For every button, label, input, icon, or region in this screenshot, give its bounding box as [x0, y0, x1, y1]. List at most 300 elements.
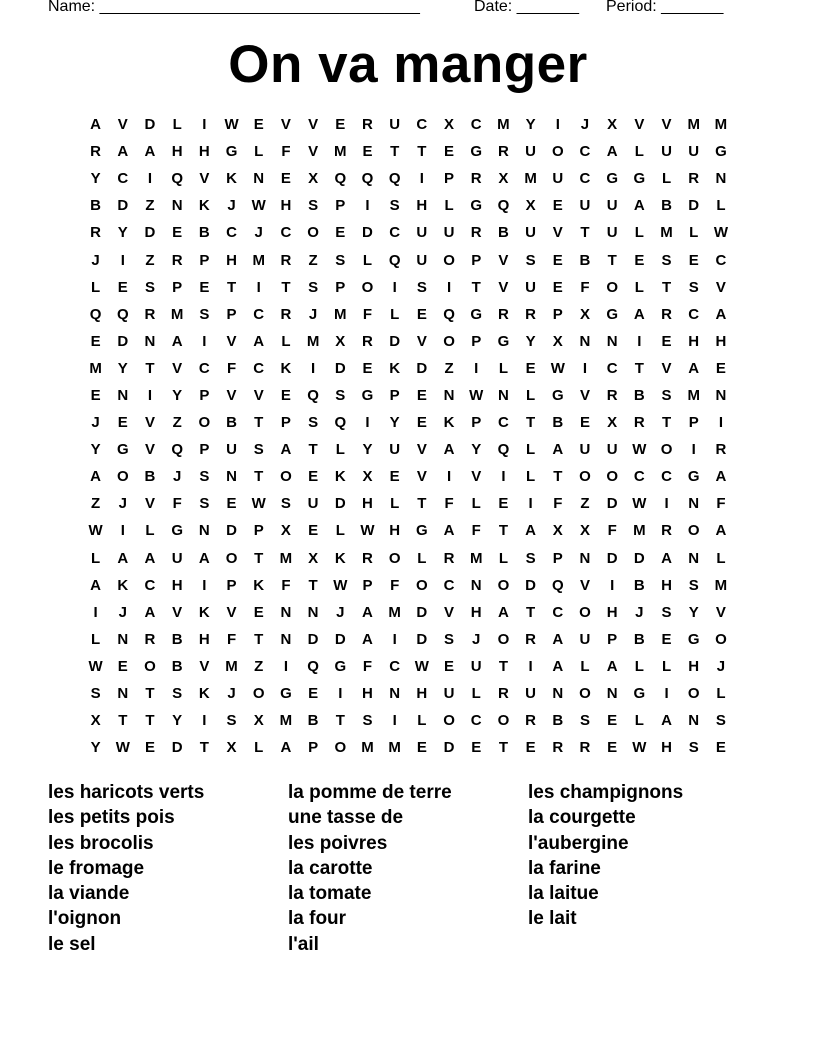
- grid-cell[interactable]: G: [171, 522, 183, 540]
- grid-cell[interactable]: J: [308, 305, 318, 323]
- grid-cell[interactable]: Y: [525, 116, 536, 134]
- grid-cell[interactable]: T: [471, 278, 481, 296]
- grid-cell[interactable]: V: [280, 116, 291, 134]
- grid-cell[interactable]: D: [171, 739, 183, 757]
- grid-cell[interactable]: O: [388, 549, 401, 567]
- grid-cell[interactable]: J: [118, 495, 127, 513]
- grid-cell[interactable]: C: [226, 224, 237, 242]
- grid-cell[interactable]: D: [389, 332, 401, 350]
- grid-cell[interactable]: C: [470, 712, 482, 730]
- grid-cell[interactable]: Y: [90, 170, 101, 188]
- grid-cell[interactable]: F: [716, 495, 726, 513]
- grid-cell[interactable]: H: [389, 522, 401, 540]
- grid-cell[interactable]: P: [389, 386, 400, 404]
- grid-cell[interactable]: P: [335, 278, 346, 296]
- grid-cell[interactable]: M: [388, 603, 401, 621]
- grid-cell[interactable]: A: [633, 305, 645, 323]
- grid-cell[interactable]: O: [606, 278, 618, 296]
- grid-cell[interactable]: V: [416, 441, 427, 459]
- grid-cell[interactable]: G: [280, 685, 292, 703]
- grid-cell[interactable]: C: [443, 576, 455, 594]
- grid-cell[interactable]: V: [226, 603, 237, 621]
- grid-cell[interactable]: I: [718, 414, 723, 432]
- grid-cell[interactable]: E: [172, 224, 183, 242]
- grid-cell[interactable]: Y: [172, 386, 183, 404]
- grid-cell[interactable]: O: [252, 685, 265, 703]
- grid-cell[interactable]: Z: [172, 414, 182, 432]
- grid-cell[interactable]: T: [335, 712, 345, 730]
- grid-cell[interactable]: M: [714, 116, 728, 134]
- grid-cell[interactable]: W: [88, 657, 103, 675]
- grid-cell[interactable]: J: [580, 116, 590, 134]
- grid-cell[interactable]: W: [251, 495, 266, 513]
- grid-cell[interactable]: N: [688, 712, 700, 730]
- grid-cell[interactable]: L: [417, 549, 427, 567]
- grid-cell[interactable]: W: [360, 522, 375, 540]
- grid-cell[interactable]: B: [661, 197, 672, 215]
- grid-cell[interactable]: Z: [91, 495, 101, 513]
- grid-cell[interactable]: C: [144, 576, 156, 594]
- grid-cell[interactable]: R: [497, 685, 509, 703]
- grid-cell[interactable]: N: [579, 332, 591, 350]
- grid-cell[interactable]: F: [281, 576, 291, 594]
- grid-cell[interactable]: A: [497, 603, 509, 621]
- grid-cell[interactable]: N: [606, 685, 618, 703]
- grid-cell[interactable]: U: [661, 143, 672, 161]
- grid-cell[interactable]: L: [661, 657, 672, 675]
- grid-cell[interactable]: Z: [145, 251, 155, 269]
- grid-cell[interactable]: H: [688, 657, 700, 675]
- grid-cell[interactable]: L: [526, 468, 536, 486]
- grid-cell[interactable]: I: [582, 359, 588, 377]
- grid-cell[interactable]: X: [335, 332, 346, 350]
- grid-cell[interactable]: S: [688, 278, 699, 296]
- grid-cell[interactable]: L: [254, 739, 264, 757]
- grid-cell[interactable]: R: [525, 630, 537, 648]
- grid-cell[interactable]: T: [254, 630, 264, 648]
- grid-cell[interactable]: V: [579, 576, 590, 594]
- grid-cell[interactable]: K: [226, 170, 237, 188]
- grid-cell[interactable]: O: [579, 685, 591, 703]
- grid-cell[interactable]: N: [144, 332, 156, 350]
- grid-cell[interactable]: A: [688, 359, 700, 377]
- grid-cell[interactable]: C: [470, 116, 482, 134]
- grid-cell[interactable]: L: [254, 143, 264, 161]
- grid-cell[interactable]: S: [525, 251, 536, 269]
- grid-cell[interactable]: C: [497, 414, 509, 432]
- grid-cell[interactable]: D: [144, 116, 156, 134]
- grid-cell[interactable]: X: [607, 414, 618, 432]
- grid-cell[interactable]: T: [498, 522, 508, 540]
- grid-cell[interactable]: N: [198, 522, 210, 540]
- grid-cell[interactable]: K: [280, 359, 292, 377]
- grid-cell[interactable]: I: [256, 278, 261, 296]
- grid-cell[interactable]: T: [390, 143, 400, 161]
- grid-cell[interactable]: J: [91, 251, 100, 269]
- grid-cell[interactable]: M: [306, 332, 320, 350]
- grid-cell[interactable]: E: [661, 630, 672, 648]
- grid-cell[interactable]: I: [93, 603, 98, 621]
- grid-cell[interactable]: O: [198, 414, 211, 432]
- grid-cell[interactable]: P: [552, 549, 563, 567]
- grid-cell[interactable]: X: [552, 332, 563, 350]
- grid-cell[interactable]: A: [280, 739, 292, 757]
- grid-cell[interactable]: V: [226, 386, 237, 404]
- grid-cell[interactable]: I: [120, 522, 125, 540]
- grid-cell[interactable]: R: [280, 251, 292, 269]
- grid-cell[interactable]: Z: [444, 359, 454, 377]
- grid-cell[interactable]: G: [606, 170, 618, 188]
- grid-cell[interactable]: L: [145, 522, 155, 540]
- grid-cell[interactable]: F: [281, 143, 291, 161]
- grid-cell[interactable]: W: [469, 386, 484, 404]
- grid-cell[interactable]: A: [90, 576, 102, 594]
- grid-cell[interactable]: L: [716, 549, 726, 567]
- grid-cell[interactable]: G: [606, 305, 618, 323]
- grid-cell[interactable]: W: [632, 495, 647, 513]
- grid-cell[interactable]: A: [552, 630, 564, 648]
- grid-cell[interactable]: R: [661, 522, 672, 540]
- grid-cell[interactable]: X: [308, 549, 319, 567]
- grid-cell[interactable]: I: [283, 657, 288, 675]
- grid-cell[interactable]: E: [688, 251, 699, 269]
- grid-cell[interactable]: P: [199, 386, 210, 404]
- grid-cell[interactable]: E: [416, 386, 427, 404]
- grid-cell[interactable]: I: [202, 712, 207, 730]
- grid-cell[interactable]: A: [443, 441, 455, 459]
- grid-cell[interactable]: A: [280, 441, 292, 459]
- grid-cell[interactable]: L: [390, 305, 400, 323]
- grid-cell[interactable]: H: [198, 630, 210, 648]
- grid-cell[interactable]: D: [606, 549, 618, 567]
- grid-cell[interactable]: S: [444, 630, 455, 648]
- grid-cell[interactable]: D: [362, 224, 373, 242]
- grid-cell[interactable]: R: [606, 386, 618, 404]
- grid-cell[interactable]: S: [389, 197, 400, 215]
- grid-cell[interactable]: D: [334, 495, 346, 513]
- grid-cell[interactable]: R: [362, 549, 373, 567]
- grid-cell[interactable]: O: [687, 522, 700, 540]
- grid-cell[interactable]: C: [661, 468, 672, 486]
- grid-cell[interactable]: U: [525, 278, 537, 296]
- grid-cell[interactable]: S: [335, 386, 346, 404]
- grid-cell[interactable]: O: [715, 630, 727, 648]
- grid-cell[interactable]: M: [252, 251, 265, 269]
- grid-cell[interactable]: U: [525, 685, 537, 703]
- grid-cell[interactable]: U: [606, 197, 618, 215]
- grid-cell[interactable]: E: [444, 657, 455, 675]
- grid-cell[interactable]: R: [497, 143, 509, 161]
- grid-cell[interactable]: E: [607, 739, 618, 757]
- grid-cell[interactable]: Q: [307, 386, 319, 404]
- grid-cell[interactable]: B: [171, 657, 183, 675]
- grid-cell[interactable]: M: [497, 116, 510, 134]
- grid-cell[interactable]: T: [226, 278, 237, 296]
- grid-cell[interactable]: V: [199, 657, 210, 675]
- grid-cell[interactable]: K: [198, 685, 210, 703]
- grid-cell[interactable]: A: [171, 332, 183, 350]
- grid-cell[interactable]: D: [416, 603, 428, 621]
- grid-cell[interactable]: I: [147, 386, 153, 404]
- grid-cell[interactable]: D: [307, 630, 319, 648]
- grid-cell[interactable]: O: [551, 143, 564, 161]
- grid-cell[interactable]: A: [715, 522, 727, 540]
- grid-cell[interactable]: E: [661, 332, 672, 350]
- grid-cell[interactable]: C: [253, 359, 265, 377]
- grid-cell[interactable]: P: [335, 197, 346, 215]
- grid-cell[interactable]: T: [498, 657, 508, 675]
- grid-cell[interactable]: F: [226, 630, 237, 648]
- grid-cell[interactable]: A: [90, 468, 102, 486]
- grid-cell[interactable]: L: [471, 495, 481, 513]
- grid-cell[interactable]: W: [88, 522, 103, 540]
- grid-cell[interactable]: L: [716, 685, 726, 703]
- grid-cell[interactable]: I: [446, 468, 452, 486]
- grid-cell[interactable]: F: [362, 657, 373, 675]
- grid-cell[interactable]: T: [199, 739, 209, 757]
- grid-cell[interactable]: Y: [90, 441, 101, 459]
- grid-cell[interactable]: C: [715, 251, 727, 269]
- grid-cell[interactable]: E: [362, 359, 373, 377]
- grid-cell[interactable]: T: [580, 224, 590, 242]
- grid-cell[interactable]: C: [579, 170, 591, 188]
- grid-cell[interactable]: B: [171, 630, 183, 648]
- grid-cell[interactable]: N: [715, 170, 727, 188]
- grid-cell[interactable]: A: [362, 603, 373, 621]
- grid-cell[interactable]: E: [199, 278, 210, 296]
- grid-cell[interactable]: V: [498, 251, 509, 269]
- grid-cell[interactable]: Z: [580, 495, 590, 513]
- grid-cell[interactable]: V: [226, 332, 237, 350]
- grid-cell[interactable]: V: [172, 359, 183, 377]
- grid-cell[interactable]: I: [637, 332, 642, 350]
- grid-cell[interactable]: S: [661, 251, 672, 269]
- grid-cell[interactable]: L: [634, 224, 644, 242]
- grid-cell[interactable]: Z: [308, 251, 318, 269]
- grid-cell[interactable]: L: [91, 278, 101, 296]
- grid-cell[interactable]: I: [528, 657, 533, 675]
- grid-cell[interactable]: V: [308, 116, 319, 134]
- date-field[interactable]: Date: _______: [474, 0, 579, 15]
- grid-cell[interactable]: M: [334, 143, 347, 161]
- grid-cell[interactable]: W: [632, 441, 647, 459]
- grid-cell[interactable]: U: [226, 441, 237, 459]
- grid-cell[interactable]: V: [715, 603, 726, 621]
- grid-cell[interactable]: L: [172, 116, 182, 134]
- grid-cell[interactable]: B: [552, 712, 564, 730]
- grid-cell[interactable]: D: [443, 739, 455, 757]
- grid-cell[interactable]: I: [338, 685, 343, 703]
- grid-cell[interactable]: A: [117, 143, 129, 161]
- grid-cell[interactable]: S: [661, 386, 672, 404]
- grid-cell[interactable]: V: [253, 386, 264, 404]
- grid-cell[interactable]: J: [172, 468, 182, 486]
- grid-cell[interactable]: A: [661, 712, 672, 730]
- grid-cell[interactable]: W: [333, 576, 348, 594]
- grid-cell[interactable]: R: [715, 441, 727, 459]
- grid-cell[interactable]: I: [365, 197, 370, 215]
- grid-cell[interactable]: L: [362, 251, 373, 269]
- grid-cell[interactable]: L: [526, 441, 536, 459]
- grid-cell[interactable]: U: [606, 441, 618, 459]
- grid-cell[interactable]: Q: [497, 197, 510, 215]
- grid-cell[interactable]: U: [579, 441, 591, 459]
- grid-cell[interactable]: W: [414, 657, 429, 675]
- grid-cell[interactable]: K: [117, 576, 129, 594]
- grid-cell[interactable]: E: [607, 712, 618, 730]
- grid-cell[interactable]: E: [715, 739, 726, 757]
- grid-cell[interactable]: L: [91, 549, 101, 567]
- grid-cell[interactable]: H: [688, 332, 700, 350]
- grid-cell[interactable]: E: [308, 468, 319, 486]
- grid-cell[interactable]: B: [226, 414, 237, 432]
- grid-cell[interactable]: E: [362, 143, 373, 161]
- grid-cell[interactable]: O: [144, 657, 156, 675]
- grid-cell[interactable]: X: [552, 522, 563, 540]
- grid-cell[interactable]: E: [335, 224, 346, 242]
- grid-cell[interactable]: E: [416, 305, 427, 323]
- grid-cell[interactable]: H: [416, 685, 428, 703]
- grid-cell[interactable]: S: [416, 278, 427, 296]
- grid-cell[interactable]: R: [362, 116, 373, 134]
- grid-cell[interactable]: P: [199, 251, 210, 269]
- grid-cell[interactable]: C: [389, 657, 401, 675]
- grid-cell[interactable]: M: [524, 170, 537, 188]
- grid-cell[interactable]: T: [145, 359, 155, 377]
- grid-cell[interactable]: X: [308, 170, 319, 188]
- grid-cell[interactable]: N: [117, 630, 129, 648]
- grid-cell[interactable]: F: [444, 495, 454, 513]
- grid-cell[interactable]: B: [90, 197, 102, 215]
- grid-cell[interactable]: I: [446, 278, 452, 296]
- grid-cell[interactable]: A: [633, 197, 645, 215]
- grid-cell[interactable]: E: [117, 278, 128, 296]
- grid-cell[interactable]: T: [145, 712, 155, 730]
- grid-cell[interactable]: C: [280, 224, 292, 242]
- grid-cell[interactable]: H: [171, 576, 183, 594]
- grid-cell[interactable]: L: [335, 522, 345, 540]
- grid-cell[interactable]: Y: [362, 441, 373, 459]
- grid-cell[interactable]: D: [633, 549, 645, 567]
- grid-cell[interactable]: M: [89, 359, 102, 377]
- grid-cell[interactable]: L: [716, 197, 726, 215]
- grid-cell[interactable]: L: [281, 332, 291, 350]
- grid-cell[interactable]: T: [634, 359, 644, 377]
- grid-cell[interactable]: S: [525, 549, 536, 567]
- grid-cell[interactable]: B: [579, 251, 591, 269]
- grid-cell[interactable]: Y: [525, 332, 536, 350]
- grid-cell[interactable]: L: [634, 657, 644, 675]
- grid-cell[interactable]: J: [227, 685, 236, 703]
- grid-cell[interactable]: H: [362, 685, 373, 703]
- grid-cell[interactable]: D: [606, 495, 618, 513]
- grid-cell[interactable]: R: [171, 251, 183, 269]
- grid-cell[interactable]: O: [116, 468, 129, 486]
- grid-cell[interactable]: I: [691, 441, 696, 459]
- grid-cell[interactable]: G: [687, 468, 700, 486]
- grid-cell[interactable]: W: [713, 224, 728, 242]
- grid-cell[interactable]: V: [144, 414, 155, 432]
- grid-cell[interactable]: M: [361, 739, 374, 757]
- grid-cell[interactable]: P: [552, 305, 563, 323]
- grid-cell[interactable]: A: [715, 468, 727, 486]
- grid-cell[interactable]: Q: [443, 305, 455, 323]
- grid-cell[interactable]: S: [688, 576, 699, 594]
- grid-cell[interactable]: I: [528, 495, 533, 513]
- grid-cell[interactable]: O: [280, 468, 292, 486]
- grid-cell[interactable]: X: [226, 739, 237, 757]
- grid-cell[interactable]: V: [416, 332, 427, 350]
- grid-cell[interactable]: E: [280, 170, 291, 188]
- grid-cell[interactable]: P: [688, 414, 699, 432]
- grid-cell[interactable]: J: [227, 197, 236, 215]
- grid-cell[interactable]: S: [172, 685, 183, 703]
- grid-cell[interactable]: M: [170, 305, 184, 323]
- grid-cell[interactable]: F: [172, 495, 182, 513]
- grid-cell[interactable]: G: [334, 657, 347, 675]
- grid-cell[interactable]: H: [280, 197, 292, 215]
- grid-cell[interactable]: L: [390, 495, 400, 513]
- grid-cell[interactable]: A: [198, 549, 210, 567]
- grid-cell[interactable]: D: [416, 630, 428, 648]
- grid-cell[interactable]: J: [118, 603, 127, 621]
- grid-cell[interactable]: Q: [116, 305, 129, 323]
- grid-cell[interactable]: H: [198, 143, 210, 161]
- grid-cell[interactable]: T: [118, 712, 128, 730]
- grid-cell[interactable]: N: [307, 603, 319, 621]
- grid-cell[interactable]: I: [501, 468, 506, 486]
- grid-cell[interactable]: O: [361, 278, 374, 296]
- grid-cell[interactable]: G: [633, 685, 646, 703]
- grid-cell[interactable]: L: [417, 712, 427, 730]
- name-field[interactable]: Name: ____________________________________: [48, 0, 420, 15]
- grid-cell[interactable]: R: [90, 224, 102, 242]
- grid-cell[interactable]: I: [392, 278, 397, 296]
- grid-cell[interactable]: X: [280, 522, 291, 540]
- grid-cell[interactable]: X: [579, 305, 590, 323]
- grid-cell[interactable]: N: [280, 603, 292, 621]
- grid-cell[interactable]: V: [634, 116, 645, 134]
- grid-cell[interactable]: V: [444, 603, 455, 621]
- grid-cell[interactable]: L: [526, 386, 536, 404]
- grid-cell[interactable]: E: [416, 414, 427, 432]
- grid-cell[interactable]: T: [308, 576, 318, 594]
- grid-cell[interactable]: Q: [334, 170, 347, 188]
- grid-cell[interactable]: G: [470, 197, 483, 215]
- grid-cell[interactable]: P: [362, 576, 373, 594]
- grid-cell[interactable]: G: [361, 386, 374, 404]
- grid-cell[interactable]: S: [362, 712, 373, 730]
- grid-cell[interactable]: W: [550, 359, 565, 377]
- grid-cell[interactable]: O: [497, 712, 510, 730]
- grid-cell[interactable]: E: [90, 332, 101, 350]
- grid-cell[interactable]: G: [416, 522, 428, 540]
- grid-cell[interactable]: I: [474, 359, 479, 377]
- grid-cell[interactable]: E: [253, 116, 264, 134]
- grid-cell[interactable]: X: [498, 170, 509, 188]
- grid-cell[interactable]: U: [443, 224, 455, 242]
- grid-cell[interactable]: D: [117, 197, 129, 215]
- grid-cell[interactable]: T: [553, 468, 563, 486]
- grid-cell[interactable]: Q: [334, 414, 347, 432]
- grid-cell[interactable]: T: [498, 739, 508, 757]
- grid-cell[interactable]: N: [226, 468, 237, 486]
- grid-cell[interactable]: C: [552, 603, 564, 621]
- grid-cell[interactable]: C: [198, 359, 210, 377]
- grid-cell[interactable]: V: [661, 116, 672, 134]
- grid-cell[interactable]: S: [280, 495, 291, 513]
- grid-cell[interactable]: T: [661, 278, 672, 296]
